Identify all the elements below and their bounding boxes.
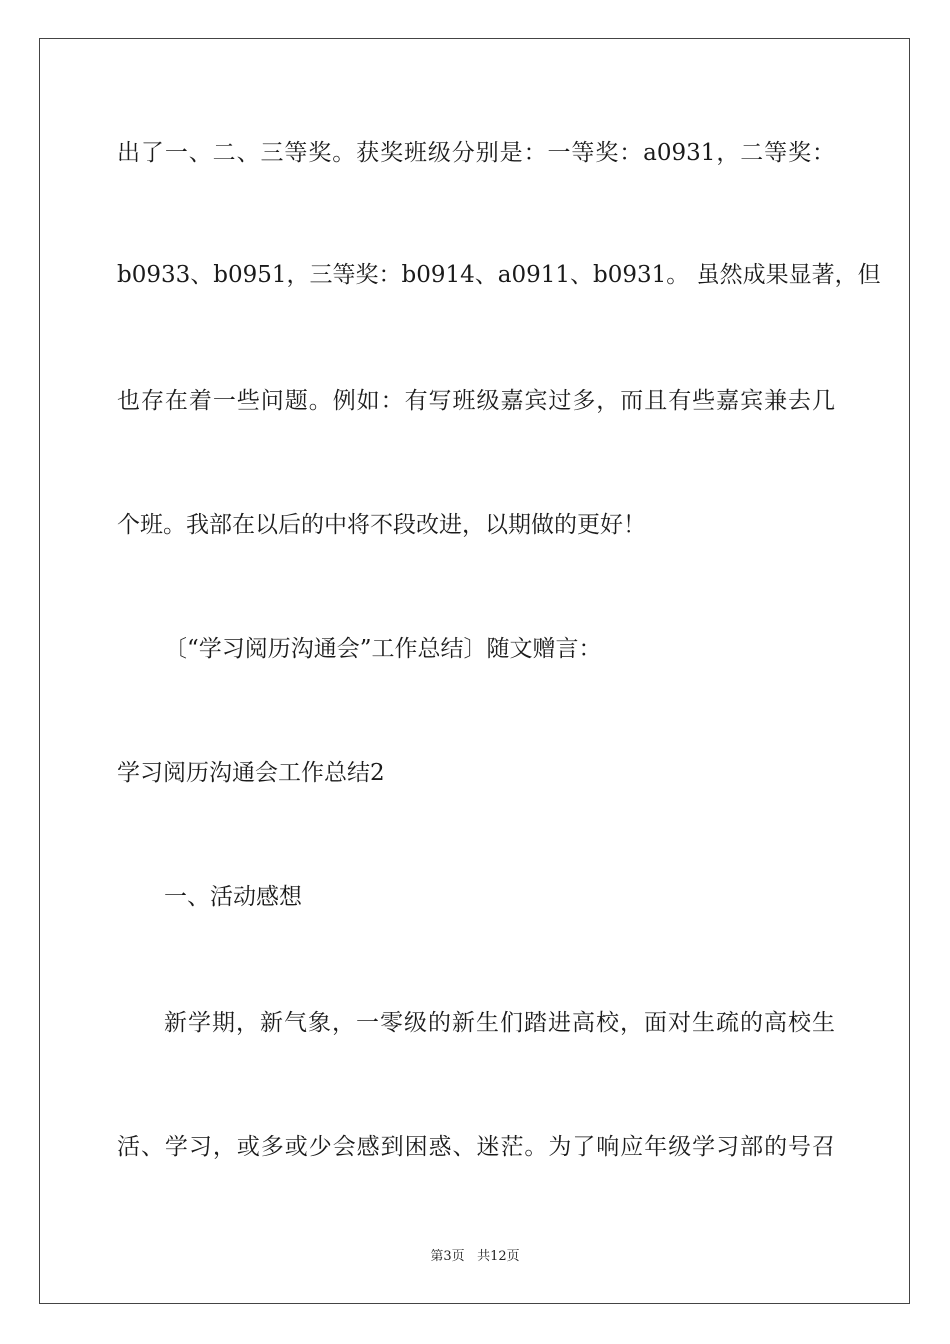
page-footer xyxy=(0,1248,950,1266)
body-line-1: 出了一、二、三等奖。获奖班级分别是：一等奖：a0931，二等奖： xyxy=(117,140,835,166)
body-line-4: 个班。我部在以后的中将不段改进，以期做的更好！ xyxy=(117,512,646,538)
body-line-3: 也存在着一些问题。例如：有写班级嘉宾过多，而且有些嘉宾兼去几 xyxy=(117,388,835,414)
page-number: 第3页 xyxy=(430,1249,465,1264)
subsection-heading: 一、活动感想 xyxy=(164,884,302,910)
gift-note-line: 〔“学习阅历沟通会”工作总结〕随文赠言： xyxy=(164,636,602,662)
section-title: 学习阅历沟通会工作总结2 xyxy=(117,760,385,786)
body-line-2: b0933、b0951，三等奖：b0914、a0911、b0931。 虽然成果显著，但 xyxy=(117,262,881,288)
page-border xyxy=(39,38,910,1304)
body-line-6: 活、学习，或多或少会感到困惑、迷茫。为了响应年级学习部的号召 xyxy=(117,1134,835,1160)
page-total: 共12页 xyxy=(477,1249,520,1264)
body-line-5: 新学期，新气象，一零级的新生们踏进高校，面对生疏的高校生 xyxy=(164,1010,835,1036)
